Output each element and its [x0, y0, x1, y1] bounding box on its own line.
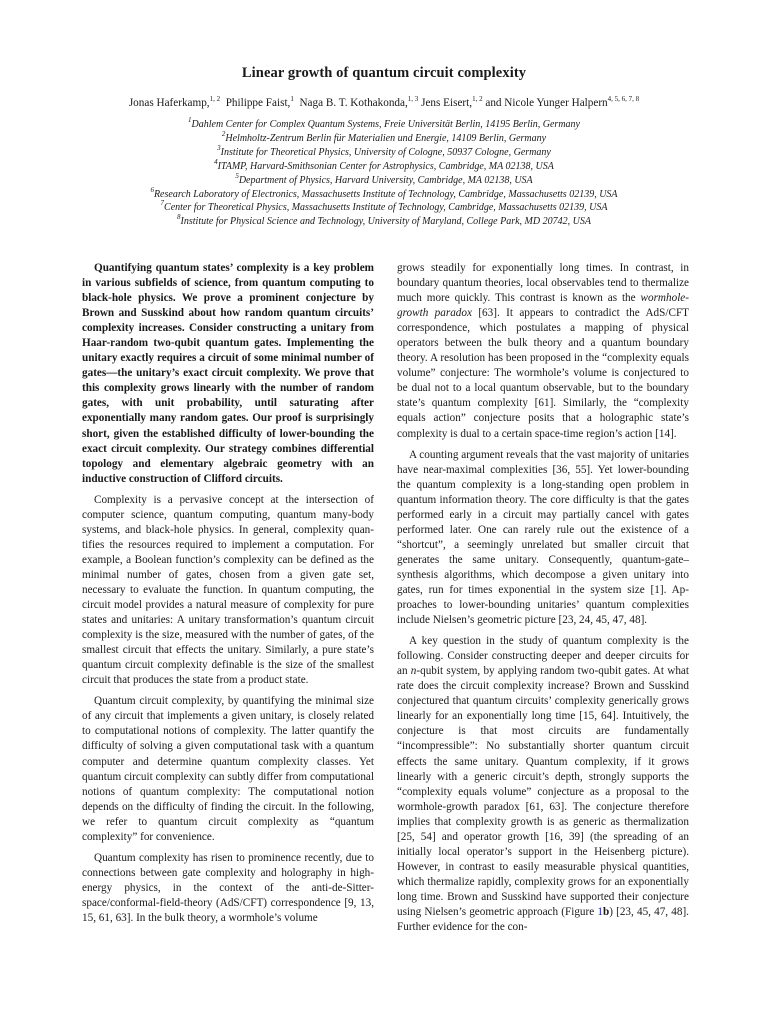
right-column	[397, 261, 689, 941]
body-paragraph: Quantum complexity has risen to prominence recently, due to connections between gate complexity and holography in high-energy physics, in the context of the anti-de-Sitter-space/conformal-field-theory (AdS/CFT) correspondence [9, 13, 15, 61, 63]. In the bulk theory, a wormhole’s volume	[82, 851, 374, 924]
body-paragraph: Complexity is a pervasive concept at the intersection of computer science, quantum computing, quantum many-body systems, and black-hole physics. In general, complexity quantifies the resources required to implement a computation. For example, a Boolean function’s complexity can be defined as the minimal number of gates, chosen from a given gate set, necessary to evaluate the function. In quantum computing, the circuit model provides a natural measure of complexity for pure states and unitaries: A unitary transformation’s quantum circuit complexity is the size, measured with the number of gates, of the smallest circuit that effects the unitary. Similarly, a pure state’s quantum circuit complexity definable is the size of the smallest circuit that produces the state from a product state.	[82, 493, 374, 687]
figure-reference-link[interactable]: 1b	[597, 905, 610, 918]
affiliation-4: $^4$ITAMP, Harvard-Smithsonian Center for Astrophysics, Cambridge, MA 02138, USA	[214, 157, 554, 172]
body-paragraph: A key question in the study of quantum complexity is the following. Consider constructing deeper and deeper circuits for an n-qubit system, by applying random two-qubit gates. At what rate does the circuit complexity increase? Brown and Susskind conjectured that quantum circuits’ complexity generically grows linearly for an exponentially long time [15, 64]. Intuitively, the conjecture is that most circuits are fundamentally “incompressible”: No substantially shorter quantum circuit effects the same unitary. Quantum complexity, if it grows linearly with a generic circuit’s depth, strongly supports the “complexity equals volume” conjecture as a proposal to the wormhole-growth paradox [61, 63]. The conjecture therefore implies that complexity growth is as generic as thermalization [25, 54] and operator growth [16, 39] (the spreading of an initially local operator’s support in the Heisenberg picture). However, in contrast to easily measurable physical quantities, which thermalize rapidly, complexity grows for an exponentially long time. Brown and Susskind have supported their conjecture using Nielsen’s geometric approach (Figure 1b) [23, 45, 47, 48]. Further evidence for the con-	[397, 635, 689, 934]
affiliation-list	[0, 118, 768, 229]
affiliation-7: $^7$Center for Theoretical Physics, Massachusetts Institute of Technology, Cambridge, Massachusetts 02139, USA	[160, 199, 608, 214]
math-variable: n	[410, 665, 417, 678]
abstract: Quantifying quantum states’ complexity is a key problem in various subfields of science, from quantum computing to black-hole physics. We prove a prominent conjecture by Brown and Susskind about how random quantum circuits’ complexity increases. Consider constructing a unitary from Haar-random two-qubit quantum gates. Implementing the unitary exactly requires a circuit of some minimal number of gates—the unitary’s exact circuit complexity. We prove that this complexity grows linearly with the number of random gates, with unit probability, until saturating after exponentially many random gates. Our proof is surprisingly short, given the established difficulty of lower-bounding the exact circuit complexity. Our strategy combines differential topology and elementary algebraic geometry with an inductive construction of Clifford circuits.	[82, 262, 374, 485]
affiliation-5: $^5$Department of Physics, Harvard University, Cambridge, MA 02138, USA	[235, 171, 533, 186]
left-column	[82, 261, 374, 932]
affiliation-2: $^2$Helmholtz-Zentrum Berlin für Materialien und Energie, 14109 Berlin, Germany	[221, 129, 547, 144]
author-3: Naga B. T. Kothakonda,$^{1, 3}$	[299, 95, 419, 109]
author-5: and Nicole Yunger Halpern$^{4, 5, 6, 7, 8}$	[485, 95, 640, 109]
affiliation-6: $^6$Research Laboratory of Electronics, Massachusetts Institute of Technology, Cambridge, Massachusetts 02139, USA	[150, 185, 618, 200]
affiliation-3: $^3$Institute for Theoretical Physics, University of Cologne, 50937 Cologne, Germany	[217, 143, 551, 158]
author-1: Jonas Haferkamp,$^{1, 2}$	[128, 95, 221, 109]
body-paragraph: A counting argument reveals that the vast majority of unitaries have near-maximal complexities [36, 55]. Yet lower-bounding the quantum complexity is a long-standing open problem in quantum information theory. The core difficulty is that the gates performed early in a circuit may partially cancel with gates performed later. One can rarely rule out the existence of a “shortcut”, a seemingly unrelated but smaller circuit that generates the same unitary. Consequently, quantum-gate–synthesis algorithms, which decompose a given unitary into gates, run for times exponential in the system size [1]. Approaches to lower-bounding unitaries’ quantum complexities include Nielsen’s geometric picture [23, 24, 45, 47, 48].	[397, 448, 689, 627]
affiliation-1: $^1$Dahlem Center for Complex Quantum Systems, Freie Universität Berlin, 14195 Berlin, Germany	[188, 116, 580, 130]
affiliation-8: $^8$Institute for Physical Science and Technology, University of Maryland, College Park, MD 20742, USA	[177, 213, 591, 228]
body-paragraph: Quantum circuit complexity, by quantifying the minimal size of any circuit that implements a given unitary, is closely related to computational notions of complexity. The latter quantify the difficulty of solving a given computational task with a quantum computer and determine quantum complexity classes. Yet quantum circuit complexity can subtly differ from computational notions of quantum complexity: The computational notion depends on the difficulty of finding the circuit. In the following, we refer to quantum circuit complexity as “quantum complexity” for convenience.	[82, 695, 374, 843]
author-list	[0, 97, 768, 109]
emphasized-term: wormhole-growth paradox	[397, 292, 689, 320]
body-paragraph: grows steadily for exponentially long times. In contrast, in boundary quantum theories, local observables tend to thermalize much more quickly. This contrast is known as the wormhole-growth paradox [63]. It appears to contradict the AdS/CFT correspondence, which postulates a mapping of physical operators between the bulk theory and a quantum boundary theory. A resolution has been proposed in the “complexity equals volume” conjecture: The wormhole’s volume is conjectured to be dual not to a local quantum observable, but to the boundary state’s quantum complexity [61]. Similarly, the “complexity equals action” conjecture posits that a holographic state’s complexity is dual to a certain space-time region’s action [14].	[397, 262, 689, 440]
author-4: Jens Eisert,$^{1, 2}$	[421, 95, 483, 109]
paper-title: Linear growth of quantum circuit complexity	[241, 65, 527, 81]
author-2: Philippe Faist,$^1$	[225, 95, 294, 109]
